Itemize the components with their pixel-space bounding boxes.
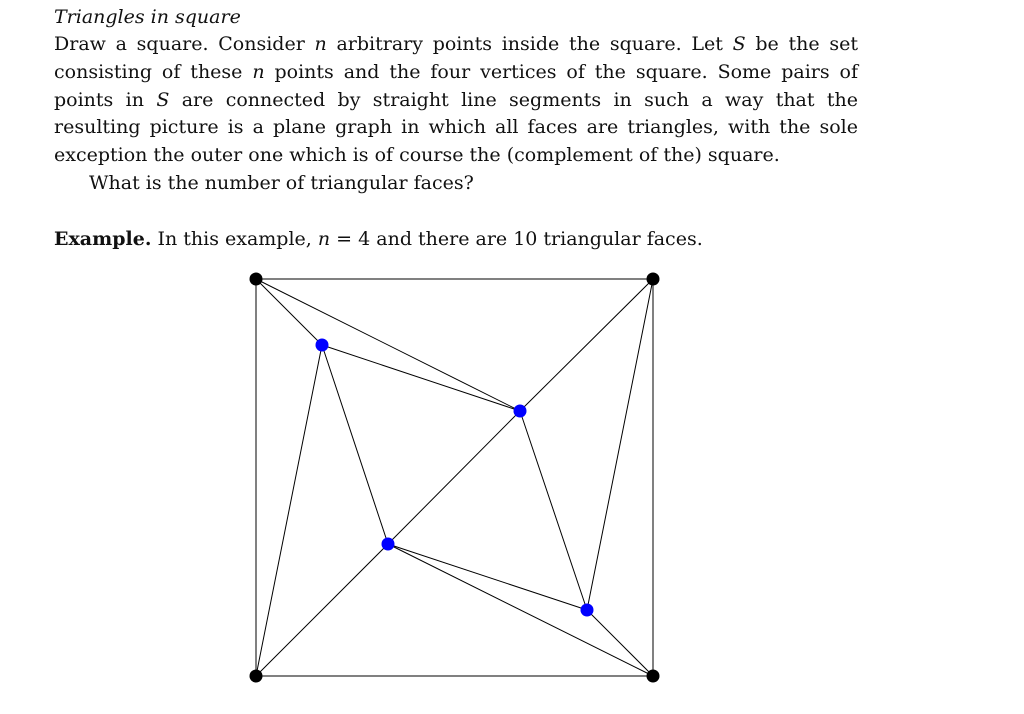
square-vertex-top-right	[647, 273, 660, 286]
edge	[520, 279, 653, 411]
triangulation-edges	[256, 279, 653, 676]
problem-question: What is the number of triangular faces?	[89, 171, 474, 194]
edge	[322, 345, 388, 544]
example-paragraph	[54, 226, 858, 253]
math-variable-n: n	[252, 60, 265, 83]
example-text-after: and there are 10 triangular faces.	[370, 227, 703, 250]
math-variable-n: n	[314, 33, 327, 55]
math-variable-s: S	[156, 88, 170, 111]
edge	[256, 279, 520, 411]
square-vertex-top-left	[250, 273, 263, 286]
problem-text-2: arbitrary points inside the square. Let	[326, 33, 733, 55]
interior-point	[316, 339, 329, 352]
interior-point	[382, 538, 395, 551]
edge	[388, 411, 520, 544]
problem-title: Triangles in square	[54, 6, 241, 28]
square-vertex-bottom-right	[647, 670, 660, 683]
edge	[587, 610, 653, 676]
edge	[322, 345, 520, 411]
square-vertices	[250, 273, 660, 683]
document	[54, 4, 858, 253]
edge	[388, 544, 653, 676]
edge	[256, 279, 322, 345]
edge	[256, 544, 388, 676]
problem-text-3: be the set consisting of these	[54, 33, 858, 83]
interior-point	[514, 405, 527, 418]
example-label: Example.	[54, 227, 152, 250]
problem-text-4: points and the four vertices of the square. Some pairs of points in	[54, 60, 859, 111]
problem-statement	[54, 31, 858, 170]
example-text-before: In this example,	[151, 227, 318, 250]
math-variable-s: S	[732, 33, 746, 55]
square-vertex-bottom-left	[250, 670, 263, 683]
interior-point	[581, 604, 594, 617]
edge	[256, 345, 322, 676]
edge	[520, 411, 587, 610]
interior-points	[316, 339, 594, 617]
edge	[587, 279, 653, 610]
problem-text-5: are connected by straight line segments in such a way that the resulting picture is a plane graph in which all faces are triangles, with the sole exception the outer one which is of course the (complement of the) square.	[54, 88, 858, 167]
example-equation: = 4	[330, 227, 371, 250]
example-variable-n: n	[317, 227, 331, 250]
problem-text-1: Draw a square. Consider	[54, 33, 315, 55]
edge	[388, 544, 587, 610]
